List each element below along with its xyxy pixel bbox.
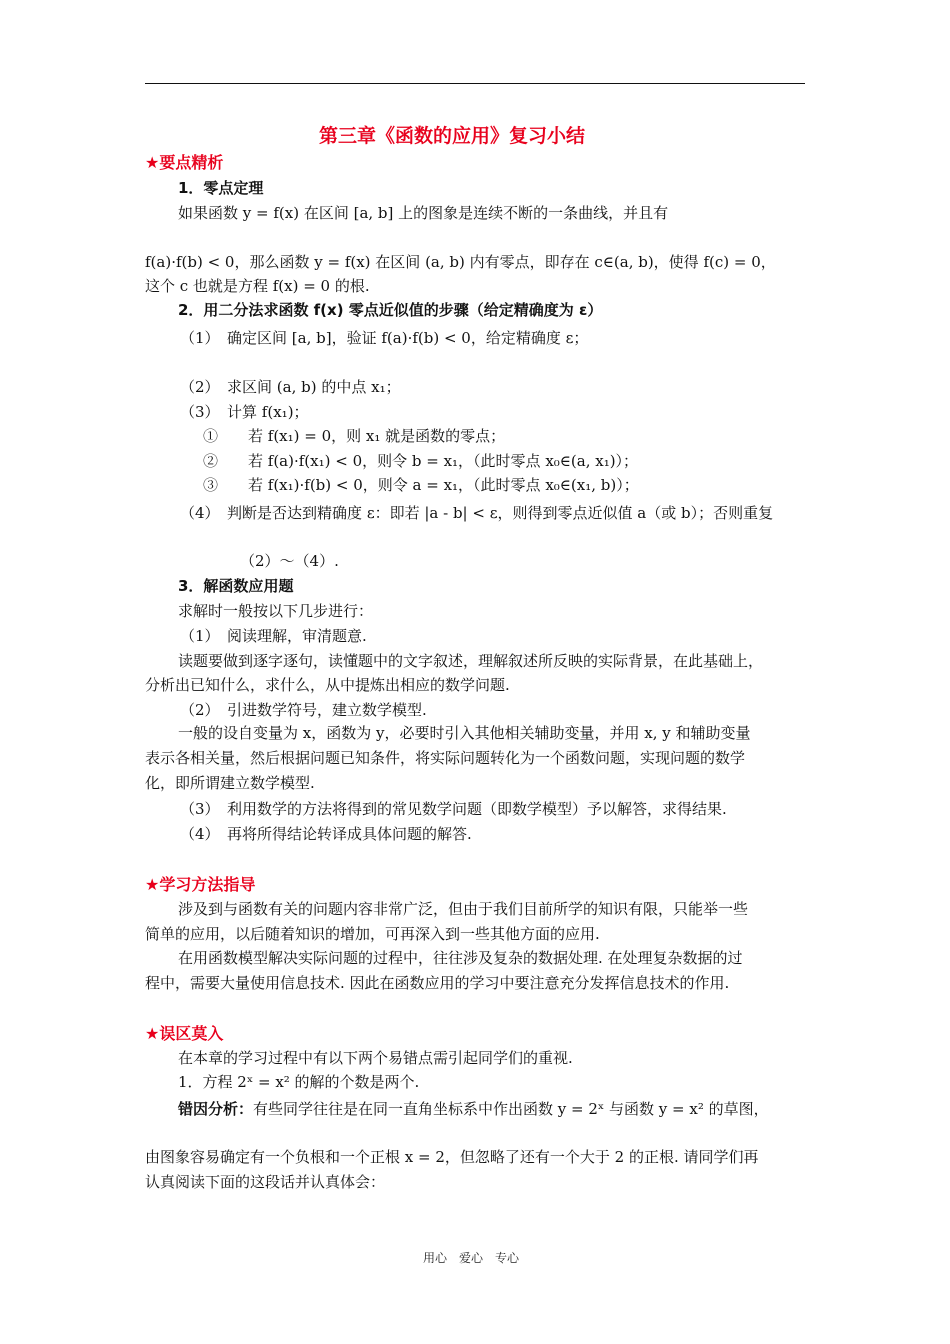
paragraph: 如果函数 y = f(x) 在区间 [a, b] 上的图象是连续不断的一条曲线，并且有 [178, 204, 669, 222]
error-analysis-line [178, 1099, 769, 1119]
paragraph: 由图象容易确定有一个负根和一个正根 x = 2，但忽略了还有一个大于 2 的正根. 请同学们再 [145, 1148, 759, 1166]
list-item: （1） 阅读理解，审清题意. [180, 627, 367, 645]
paragraph: 涉及到与函数有关的问题内容非常广泛，但由于我们目前所学的知识有限，只能举一些 [178, 900, 749, 918]
subheading-bisection: 2．用二分法求函数 f(x) 零点近似值的步骤（给定精确度为 ε） [178, 301, 603, 319]
list-item: （2）～（4）. [240, 552, 339, 570]
paragraph: 认真阅读下面的这段话并认真体会： [145, 1173, 386, 1191]
subheading-zero-theorem: 1．零点定理 [178, 179, 264, 197]
page-title: 第三章《函数的应用》复习小结 [319, 125, 586, 147]
list-item: ① 若 f(x₁) = 0，则 x₁ 就是函数的零点； [203, 427, 506, 445]
paragraph: 在用函数模型解决实际问题的过程中，往往涉及复杂的数据处理. 在处理复杂数据的过 [178, 949, 743, 967]
list-item: （3） 利用数学的方法将得到的常见数学问题（即数学模型）予以解答，求得结果. [180, 800, 727, 818]
section-heading-pitfalls: ★误区莫入 [145, 1024, 224, 1043]
header-rule [145, 83, 805, 84]
list-item: （2） 求区间 (a, b) 的中点 x₁； [180, 378, 401, 396]
paragraph: 程中，需要大量使用信息技术. 因此在函数应用的学习中要注意充分发挥信息技术的作用. [145, 974, 730, 992]
list-item: 1．方程 2ˣ = x² 的解的个数是两个. [178, 1073, 420, 1091]
list-item: （4） 判断是否达到精确度 ε：即若 |a - b| < ε，则得到零点近似值 a（或 b）；否则重复 [180, 504, 774, 522]
paragraph: 这个 c 也就是方程 f(x) = 0 的根. [145, 277, 370, 295]
list-item: （1） 确定区间 [a, b]，验证 f(a)·f(b) < 0，给定精确度 ε； [180, 329, 589, 347]
paragraph: 一般的设自变量为 x，函数为 y，必要时引入其他相关辅助变量，并用 x, y 和辅助变量 [178, 724, 751, 742]
paragraph: 读题要做到逐字逐句，读懂题中的文字叙述，理解叙述所反映的实际背景，在此基础上， [178, 652, 764, 670]
paragraph: 在本章的学习过程中有以下两个易错点需引起同学们的重视. [178, 1049, 573, 1067]
paragraph: 简单的应用，以后随着知识的增加，可再深入到一些其他方面的应用. [145, 925, 600, 943]
paragraph: 化，即所谓建立数学模型. [145, 774, 315, 792]
page-footer: 用心 爱心 专心 [423, 1251, 520, 1265]
error-analysis-text: 有些同学往往是在同一直角坐标系中作出函数 y = 2ˣ 与函数 y = x² 的草图， [253, 1100, 769, 1118]
section-heading-study-methods: ★学习方法指导 [145, 875, 256, 894]
list-item: （2） 引进数学符号，建立数学模型. [180, 701, 427, 719]
list-item: （4） 再将所得结论转译成具体问题的解答. [180, 825, 472, 843]
paragraph: 求解时一般按以下几步进行： [178, 602, 374, 620]
list-item: ③ 若 f(x₁)·f(b) < 0，则令 a = x₁，（此时零点 x₀∈(x₁, b)）； [203, 476, 639, 494]
list-item: （3） 计算 f(x₁)； [180, 403, 309, 421]
error-analysis-label: 错因分析： [178, 1100, 254, 1118]
paragraph: 分析出已知什么，求什么，从中提炼出相应的数学问题. [145, 676, 510, 694]
paragraph: 表示各相关量，然后根据问题已知条件，将实际问题转化为一个函数问题，实现问题的数学 [145, 749, 746, 767]
list-item: ② 若 f(a)·f(x₁) < 0，则令 b = x₁，（此时零点 x₀∈(a, x₁)）； [203, 452, 639, 470]
section-heading-key-points: ★要点精析 [145, 153, 224, 172]
subheading-applications: 3．解函数应用题 [178, 577, 294, 595]
paragraph: f(a)·f(b) < 0，那么函数 y = f(x) 在区间 (a, b) 内有零点，即存在 c∈(a, b)，使得 f(c) = 0， [145, 253, 776, 271]
